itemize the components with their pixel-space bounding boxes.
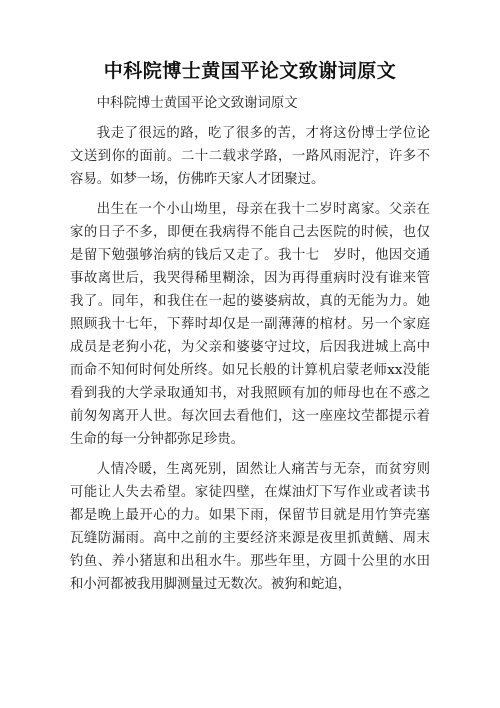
paragraph-3: 人情冷暖，生离死别，固然让人痛苦与无奈，而贫穷则可能让人失去希望。家徒四壁，在煤油灯下写作业或者读书都是晚上最开心的力。如果下雨，保留节目就是用竹笋壳塞瓦缝防漏雨。高中之前的主要经济来源是夜里抓黄鳝、周末钓鱼、养小猪崽和出租水牛。那些年里，方圆十公里的水田和小河都被我用脚测量过无数次。被狗和蛇追， xyxy=(70,462,430,592)
document-title: 中科院博士黄国平论文致谢词原文 xyxy=(103,60,397,82)
document-body xyxy=(70,92,430,596)
paragraph-2: 出生在一个小山坳里，母亲在我十二岁时离家。父亲在家的日子不多，即便在我病得不能自己去医院的时候，也仅是留下勉强够治病的钱后又走了。我十七 岁时，他因交通事故离世后，我哭得稀里糊涂，因为再得重病时没有谁来管我了。同年，和我住在一起的婆婆病故，真的无能为力。她照顾我十七年，下葬时却仅是一副薄薄的棺材。另一个家庭成员是老狗小花，为父亲和婆婆守过坟，后因我进城上高中而命不知何时何处所终。如兄长般的计算机启蒙老师xx没能看到我的大学录取通知书，对我照顾有加的师母也在不惑之前匆匆离开人世。每次回去看他们，这一座座坟茔都提示着生命的每一分钟都弥足珍贵。 xyxy=(70,202,430,447)
paragraph-1: 我走了很远的路，吃了很多的苦，才将这份博士学位论文送到你的面前。二十二载求学路，一路风雨泥泞，许多不容易。如梦一场，仿佛昨天家人才团聚过。 xyxy=(70,126,430,187)
paragraph-subtitle: 中科院博士黄国平论文致谢词原文 xyxy=(96,96,298,111)
